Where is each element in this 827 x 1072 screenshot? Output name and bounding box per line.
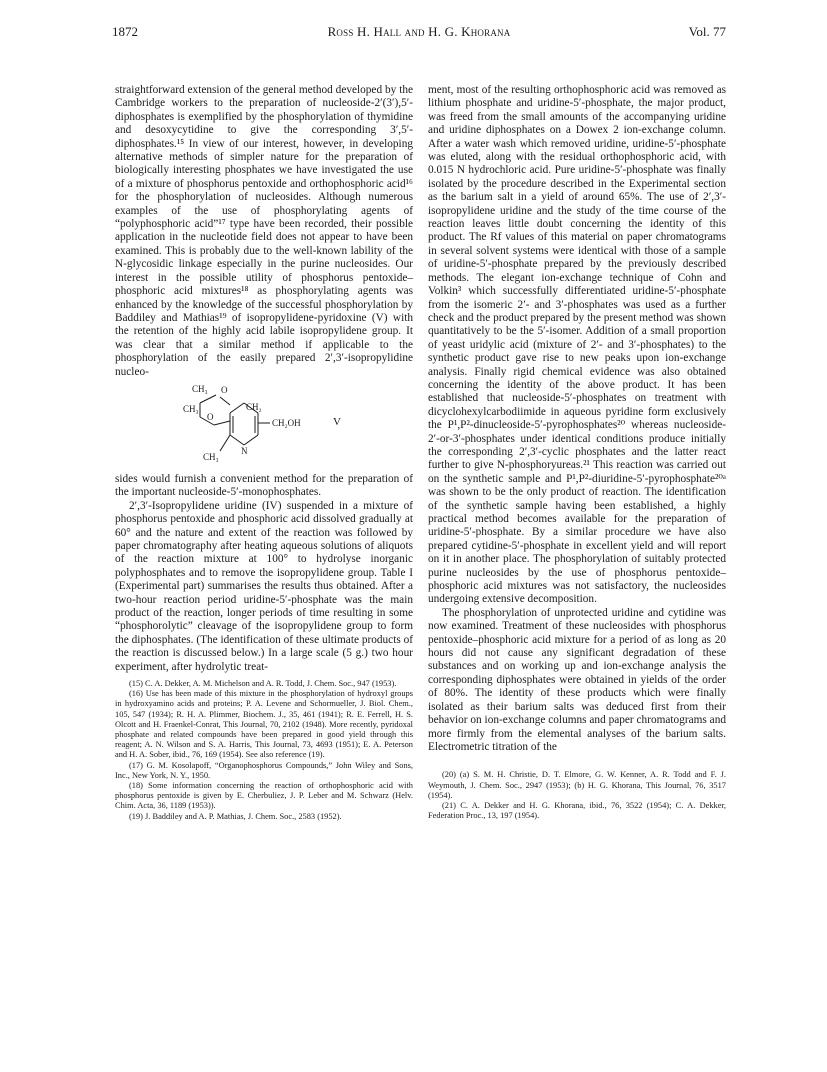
footnote: (15) C. A. Dekker, A. M. Michelson and A. R. Todd, J. Chem. Soc., 947 (1953).	[129, 679, 397, 689]
footnote: (21) C. A. Dekker and H. G. Khorana, ibid., 76, 3522 (1954); C. A. Dekker, Federation Proc., 13, 197 (1954).	[428, 800, 726, 821]
body-paragraph: The phosphorylation of unprotected uridine and cytidine was now examined. Treatment of these nucleosides with phosphorus pentoxide–phosphoric acid mixture for a period of as long as 20 hours did not cause any significant degradation of these substances and on working up and ion-exchange analysis the corresponding diphosphates were obtained in yields of the order of 80%. The identity of these products which were finally isolated as their barium salts was deduced first from their behavior on ion-exchange columns and paper chromatograms and more firmly from the elemental analyses of the barium salts. Electrometric titration of the	[428, 606, 726, 753]
chemical-structure-v	[115, 383, 413, 467]
oxygen-label: O	[207, 411, 214, 422]
body-paragraph: 2′,3′-Isopropylidene uridine (IV) suspended in a mixture of phosphorus pentoxide and phosphoric acid dissolved gradually at 60° and the nature and extent of the reaction was followed by paper chromatography after heating aqueous solutions of aliquots of the reaction mixture at 100° to hydrolyse inorganic polyphosphates and to remove the isopropylidene group. Table I (Experimental part) summarises the results thus obtained. After a two-hour reaction period uridine-5′-phosphate was the main product of the reaction, longer periods of time resulting in some “phosphorolytic” cleavage of the isopropylidene group to form the diphosphates. (The identification of these ultimate products of the reaction is discussed below.) In a large scale (5 g.) two hour experiment, after hydrolytic treat-	[115, 499, 413, 673]
oxygen-label: O	[221, 384, 228, 395]
ch3-label: CH₃	[183, 403, 199, 414]
body-paragraph: ment, most of the resulting orthophosphoric acid was removed as lithium phosphate and uridine-5′-phosphate, the major product, was freed from the small amounts of the accompanying uridine and uridine diphosphates on a Dowex 2 ion-exchange column. After a water wash which removed uridine, uridine-5′-phosphate was eluted, along with the residual orthophosphoric acid, with 0.015 N hydrochloric acid. Pure uridine-5′-phosphate was finally isolated by the procedure described in the Experimental section as the barium salt in a yield of around 65%. The use of 2′,3′-isopropylidene uridine and the study of the time course of the reaction leaves little doubt concerning the identity of this product. The Rf values of this material on paper chromatograms in several solvent systems were identical with those of a sample of uridine-5′-phosphate prepared by the previously described methods. The elegant ion-exchange technique of Cohn and Volkin³ which successfully differentiated uridine-5′-phosphate from the isomeric 2′- and 3′-phosphates was used as a further check and the product prepared by the present method was shown quantitatively to be the 5′-isomer. Addition of a small proportion of yeast uridylic acid (mixture of 2′- and 3′-phosphates) to the synthetic product gave rise to new peaks upon ion-exchange analysis. Finally rigid chemical evidence was also obtained concerning the identity of the above product. It has been established that nucleoside-5′-phosphates on treatment with dicyclohexylcarbodiimide in aqueous pyridine form exclusively the P¹,P²-dinucleoside-5′-pyrophosphates²⁰ whereas nucleoside-2′-or-3′-phosphates under identical conditions produce initially the corresponding 2′,3′-cyclic phosphates and the latter react further to give N-phosphoryureas.²¹ This reaction was carried out on the synthetic sample and P¹,P²-diuridine-5′-pyrophosphate²⁰ᵃ was shown to be the only product of reaction. The identification of the synthetic sample having been established, a highly practical method becomes available for the preparation of uridine-5′-phosphate. By a similar procedure we have also prepared cytidine-5′-phosphate in excellent yield and will report on it in another place. The phosphorylation of suitably protected purine nucleosides by the use of phosphorus pentoxide–phosphoric acid mixtures was not satisfactory, the nucleosides undergoing extensive decomposition.	[428, 84, 726, 606]
footnotes	[115, 679, 413, 822]
right-column	[428, 84, 726, 821]
left-column	[115, 84, 413, 822]
page-number: 1872	[112, 24, 138, 39]
ch3-label: CH₃	[192, 383, 208, 394]
compound-number-label: V	[333, 415, 341, 428]
page-header	[112, 24, 726, 44]
ch3-label: CH₃	[203, 451, 219, 462]
ch2-label: CH₂	[246, 401, 262, 412]
footnote: (19) J. Baddiley and A. P. Mathias, J. Chem. Soc., 2583 (1952).	[129, 811, 342, 821]
ch2oh-label: CH₂OH	[272, 417, 301, 428]
running-authors: Ross H. Hall and H. G. Khorana	[327, 24, 511, 39]
volume-label: Vol. 77	[688, 24, 726, 39]
footnotes	[428, 770, 726, 821]
footnote: (17) G. M. Kosolapoff, “Organophosphorus Compounds,” John Wiley and Sons, Inc., New York, N. Y., 1950.	[115, 760, 413, 780]
nitrogen-label: N	[241, 445, 248, 456]
footnote: (18) Some information concerning the reaction of orthophosphoric acid with phosphorus pentoxide is given by E. Cherbuliez, J. P. Leber and M. Schwarz (Helv. Chim. Acta, 36, 1189 (1953)).	[115, 781, 413, 811]
body-paragraph: straightforward extension of the general method developed by the Cambridge workers to the preparation of nucleoside-2′(3′),5′-diphosphates is exemplified by the phosphorylation of thymidine and desoxycytidine to give the corresponding 3′,5′-diphosphates.¹⁵ In view of our interest, however, in developing alternative methods of simpler nature for the preparation of biologically interesting phosphates we have investigated the use of a mixture of phosphorus pentoxide and orthophosphoric acid¹⁶ for the phosphorylation of nucleosides. Although numerous examples of the use of phosphorylating agents of “polyphosphoric acid”¹⁷ type have been recorded, their possible application in the nucleotide field does not appear to have been examined. This is probably due to the well-known lability of the N-glycosidic linkage especially in the purine nucleosides. Our interest in the possible utility of phosphorus pentoxide–phosphoric acid mixtures¹⁸ as phosphorylating agents was enhanced by the knowledge of the successful phosphorylation by Baddiley and Mathias¹⁹ of isopropylidene-pyridoxine (V) with the retention of the highly acid labile isopropylidene group. It was clear that a similar method if applicable to the phosphorylation of the easily prepared 2′,3′-isopropylidine nucleo-	[115, 84, 413, 378]
body-paragraph: sides would furnish a convenient method for the preparation of the important nucleoside-5′-monophosphates.	[115, 472, 413, 499]
footnote: (16) Use has been made of this mixture in the phosphorylation of hydroxyl groups in hydroxyamino acids and proteins; P. A. Levene and Schormueller, J. Biol. Chem., 105, 547 (1934); R. H. A. Plimmer, Biochem. J., 35, 461 (1941); R. E. Ferrell, H. S. Olcott and H. Fraenkel-Conrat, This Journal, 70, 2102 (1948). More recently, pyridoxal phosphate and related compounds have been prepared in good yield through this reagent; A. N. Wilson and S. A. Harris, This Journal, 73, 4693 (1951); E. A. Peterson and H. A. Sober, ibid., 76, 169 (1954). See also reference (19).	[115, 689, 413, 760]
footnote: (20) (a) S. M. H. Christie, D. T. Elmore, G. W. Kenner, A. R. Todd and F. J. Weymouth, J. Chem. Soc., 2947 (1953); (b) H. G. Khorana, This Journal, 76, 3517 (1954).	[428, 770, 726, 800]
